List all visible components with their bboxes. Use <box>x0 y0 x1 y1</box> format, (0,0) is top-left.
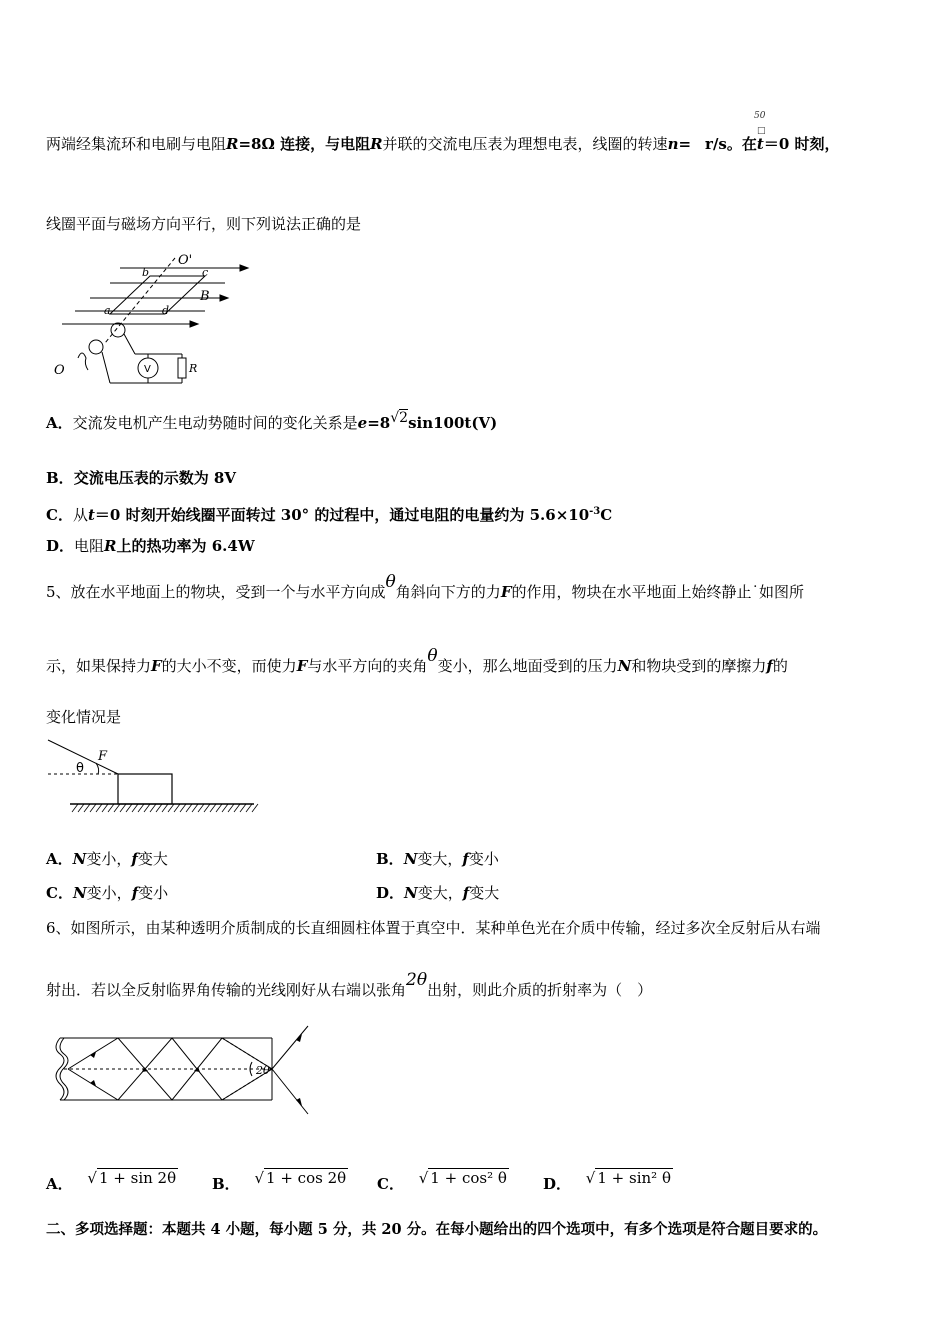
q6-option-d[interactable]: D． √ 1 + sin² θ <box>543 1169 671 1193</box>
hatch-mark <box>204 804 210 812</box>
optical-fiber-diagram <box>46 1022 326 1122</box>
q4-option-b[interactable]: B．交流电压表的示数为 8V <box>46 469 236 487</box>
hatch-mark <box>90 804 96 812</box>
hatch-mark <box>138 804 144 812</box>
hatch-mark <box>120 804 126 812</box>
q6-option-c[interactable]: C． √ 1 + cos² θ <box>377 1169 507 1193</box>
hatch-mark <box>210 804 216 812</box>
hatch-mark <box>126 804 132 812</box>
q5-option-a[interactable]: A．N变小，f变大 <box>46 850 168 868</box>
q5-stem-line3: 变化情况是 <box>46 708 122 726</box>
hatch-mark <box>174 804 180 812</box>
q4-stem-line2: 线圈平面与磁场方向平行，则下列说法正确的是 <box>46 215 362 233</box>
generator-diagram <box>50 248 250 388</box>
hatch-mark <box>222 804 228 812</box>
q4-stem-line1: 两端经集流环和电刷与电阻R=8Ω 连接，与电阻R并联的交流电压表为理想电表，线圈的转速n= r/s。在t＝0 时刻， <box>46 135 840 153</box>
hatch-mark <box>132 804 138 812</box>
label-O-prime: O' <box>178 253 193 268</box>
q5-stem-line2: 示，如果保持力F的大小不变，而使力F与水平方向的夹角θ变小，那么地面受到的压力N和物块受到的摩擦力f的 <box>46 646 788 675</box>
hatch-mark <box>228 804 234 812</box>
q5-option-c[interactable]: C．N变小，f变小 <box>46 884 169 902</box>
hatch-mark <box>192 804 198 812</box>
hatch-mark <box>78 804 84 812</box>
block-force-diagram <box>44 736 264 816</box>
hatch-mark <box>96 804 102 812</box>
q5-option-b[interactable]: B．N变大，f变小 <box>376 850 499 868</box>
hatch-mark <box>72 804 78 812</box>
hatch-mark <box>108 804 114 812</box>
hatch-mark <box>246 804 252 812</box>
hatch-mark <box>150 804 156 812</box>
fraction-denominator: □ <box>757 126 766 136</box>
q5-option-d[interactable]: D．N变大，f变大 <box>376 884 500 902</box>
hatch-mark <box>216 804 222 812</box>
hatch-mark <box>156 804 162 812</box>
label-V: V <box>144 364 151 375</box>
q6-option-a[interactable]: A． √ 1 + sin 2θ <box>46 1169 177 1193</box>
hatch-mark <box>84 804 90 812</box>
hatch-mark <box>180 804 186 812</box>
hatch-mark <box>102 804 108 812</box>
hatch-mark <box>234 804 240 812</box>
q6-stem-line1: 6、如图所示，由某种透明介质制成的长直细圆柱体置于真空中．某种单色光在介质中传输，经过多次全反射后从右端 <box>46 919 821 937</box>
fraction-numerator: 50 <box>754 111 766 121</box>
q4-option-a[interactable]: A．交流发电机产生电动势随时间的变化关系是e=8√2sin100t(V) <box>46 410 498 432</box>
hatch-mark <box>162 804 168 812</box>
section-heading-multiple-choice: 二、多项选择题：本题共 4 小题，每小题 5 分，共 20 分。在每小题给出的四个选项中，有多个选项是符合题目要求的。 <box>46 1221 828 1238</box>
q4-option-c[interactable]: C．从t＝0 时刻开始线圈平面转过 30° 的过程中，通过电阻的电量约为 $5.6\times 10^{-3}C$ <box>46 506 613 524</box>
label-c: c <box>202 266 209 279</box>
hatch-mark <box>168 804 174 812</box>
label-b: b <box>142 266 150 279</box>
hatch-mark <box>198 804 204 812</box>
label-a: a <box>104 304 111 317</box>
hatch-mark <box>240 804 246 812</box>
q6-stem-line2: 射出．若以全反射临界角传输的光线刚好从右端以张角2θ出射，则此介质的折射率为（ ） <box>46 970 653 999</box>
q4-option-d[interactable]: D．电阻R上的热功率为 6.4W <box>46 537 255 555</box>
hatch-mark <box>186 804 192 812</box>
fig-2theta-label: 2θ <box>256 1064 270 1077</box>
fig-force-label: F <box>98 749 108 764</box>
hatch-mark <box>252 804 258 812</box>
q6-option-b[interactable]: B． √ 1 + cos 2θ <box>212 1169 347 1193</box>
label-O: O <box>54 363 65 378</box>
label-B: B <box>200 289 210 304</box>
fig-theta-label: θ <box>76 761 84 776</box>
ground-hatching <box>72 804 258 812</box>
hatch-mark <box>144 804 150 812</box>
label-d: d <box>162 304 170 317</box>
label-R: R <box>189 362 198 375</box>
q5-stem-line1: 5、放在水平地面上的物块，受到一个与水平方向成θ角斜向下方的力F的作用，物块在水平地面上始终静止˙如图所 <box>46 572 804 601</box>
hatch-mark <box>114 804 120 812</box>
